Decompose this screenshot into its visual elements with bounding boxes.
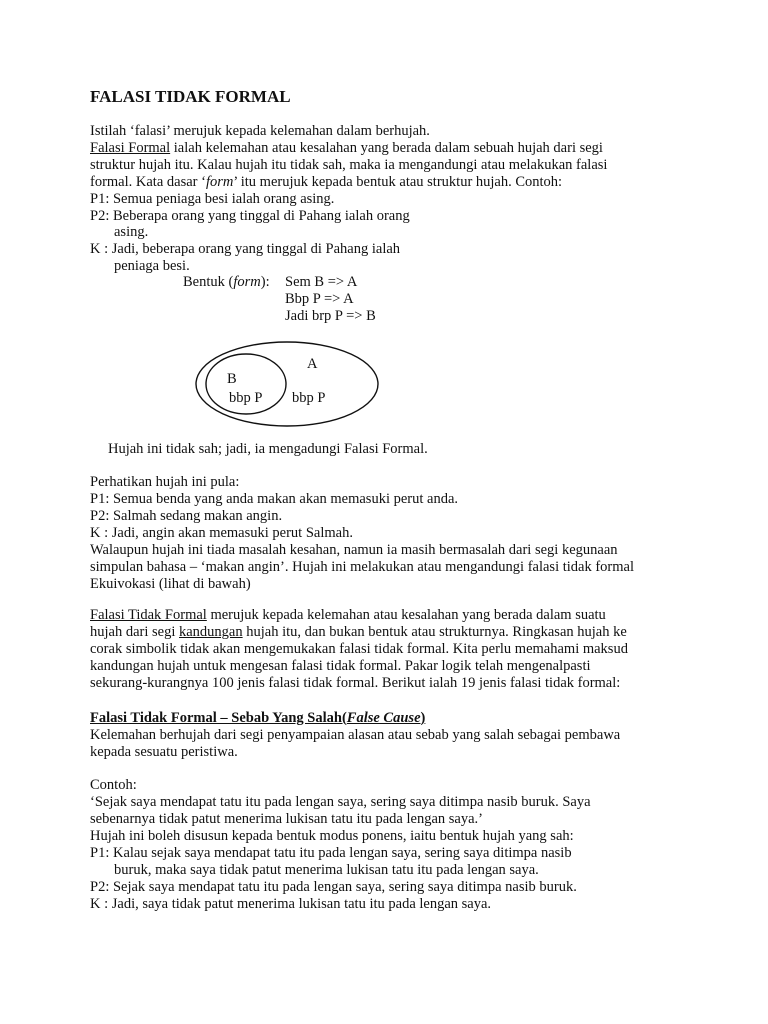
informal-line-3: corak simbolik tidak akan mengemukakan falasi tidak formal. Kita perlu memahami maksud xyxy=(90,641,628,657)
section-k: K : Jadi, saya tidak patut menerima lukisan tatu itu pada lengan saya. xyxy=(90,896,492,912)
section-p1: P1: Kalau sejak saya mendapat tatu itu pada lengan saya, sering saya ditimpa nasib xyxy=(90,845,572,861)
page-title: FALASI TIDAK FORMAL xyxy=(90,87,291,106)
intro-line-2-text: ialah kelemahan atau kesalahan yang berada dalam sebuah hujah dari segi xyxy=(170,140,603,156)
intro-line-1: Istilah ‘falasi’ merujuk kepada kelemahan dalam berhujah. xyxy=(90,123,430,139)
example2-line-3: Ekuivokasi (lihat di bawah) xyxy=(90,576,251,592)
venn-outer-ellipse xyxy=(196,342,378,426)
informal-line-5: sekurang-kurangnya 100 jenis falasi tidak formal. Berikut ialah 19 jenis falasi tidak formal: xyxy=(90,675,621,691)
intro-line-4 xyxy=(90,174,562,191)
informal-line-4: kandungan hujah untuk mengesan falasi tidak formal. Pakar logik telah mengenalpasti xyxy=(90,658,591,674)
informal-line-1 xyxy=(90,607,606,624)
form-line-1: Sem B => A xyxy=(285,274,358,290)
venn-label-a: A xyxy=(307,356,318,372)
example1-p2: P2: Beberapa orang yang tinggal di Pahang ialah orang xyxy=(90,208,410,224)
term-form: form xyxy=(205,174,234,190)
section-p2: P2: Sejak saya mendapat tatu itu pada lengan saya, sering saya ditimpa nasib buruk. xyxy=(90,879,577,895)
example1-k-cont: peniaga besi. xyxy=(114,258,190,274)
section-desc-2: kepada sesuatu peristiwa. xyxy=(90,744,238,760)
example2-line-2: simpulan bahasa – ‘makan angin’. Hujah ini melakukan atau mengandungi falasi tidak formal xyxy=(90,559,634,575)
quote-line-2: sebenarnya tidak patut menerima lukisan tatu itu pada lengan saya.’ xyxy=(90,811,483,827)
contoh-label: Contoh: xyxy=(90,777,137,793)
venn-outer-label: bbp P xyxy=(292,390,326,406)
informal-line-1-text: merujuk kepada kelemahan atau kesalahan yang berada dalam suatu xyxy=(206,607,606,623)
example1-p1: P1: Semua peniaga besi ialah orang asing. xyxy=(90,191,335,207)
venn-label-b: B xyxy=(227,371,237,387)
term-falasi-formal: Falasi Formal xyxy=(90,140,171,156)
verdict-line: Hujah ini tidak sah; jadi, ia mengadungi Falasi Formal. xyxy=(108,441,428,457)
term-kandungan: kandungan xyxy=(179,624,243,640)
section-desc-1: Kelemahan berhujah dari segi penyampaian alasan atau sebab yang salah sebagai pembawa xyxy=(90,727,621,743)
section-heading-b: ) xyxy=(420,710,426,726)
informal-line-2 xyxy=(90,624,627,641)
section-heading-italic: False Cause xyxy=(346,710,421,726)
section-heading-a: Falasi Tidak Formal – Sebab Yang Salah( xyxy=(90,710,347,726)
informal-line-2-b: hujah itu, dan bukan bentuk atau strukturnya. Ringkasan hujah ke xyxy=(242,624,627,640)
intro-line-2 xyxy=(90,140,603,157)
section-p1-cont: buruk, maka saya tidak patut menerima lukisan tatu itu pada lengan saya. xyxy=(114,862,539,878)
modus-line: Hujah ini boleh disusun kepada bentuk modus ponens, iaitu bentuk hujah yang sah: xyxy=(90,828,574,844)
bentuk-label-b: ): xyxy=(260,274,270,290)
bentuk-label-a: Bentuk ( xyxy=(183,274,234,290)
example2-intro: Perhatikan hujah ini pula: xyxy=(90,474,240,490)
section-heading xyxy=(90,710,425,727)
term-falasi-tidak-formal: Falasi Tidak Formal xyxy=(90,607,207,623)
example2-k: K : Jadi, angin akan memasuki perut Salmah. xyxy=(90,525,353,541)
quote-line-1: ‘Sejak saya mendapat tatu itu pada lengan saya, sering saya ditimpa nasib buruk. Saya xyxy=(90,794,591,810)
bentuk-label xyxy=(183,274,270,291)
venn-inner-label: bbp P xyxy=(229,390,263,406)
form-line-3: Jadi brp P => B xyxy=(285,308,376,324)
informal-line-2-a: hujah dari segi xyxy=(90,624,179,640)
example2-p1: P1: Semua benda yang anda makan akan memasuki perut anda. xyxy=(90,491,459,507)
example2-p2: P2: Salmah sedang makan angin. xyxy=(90,508,283,524)
intro-line-3: struktur hujah itu. Kalau hujah itu tidak sah, maka ia mengandungi atau melakukan falasi xyxy=(90,157,608,173)
example1-p2-cont: asing. xyxy=(114,224,149,240)
form-line-2: Bbp P => A xyxy=(285,291,354,307)
intro-line-4-b: ’ itu merujuk kepada bentuk atau struktur hujah. Contoh: xyxy=(233,174,563,190)
bentuk-form: form xyxy=(233,274,261,290)
example2-line-1: Walaupun hujah ini tiada masalah kesahan, namun ia masih bermasalah dari segi kegunaan xyxy=(90,542,618,558)
intro-line-4-a: formal. Kata dasar ‘ xyxy=(90,174,206,190)
example1-k: K : Jadi, beberapa orang yang tinggal di Pahang ialah xyxy=(90,241,401,257)
